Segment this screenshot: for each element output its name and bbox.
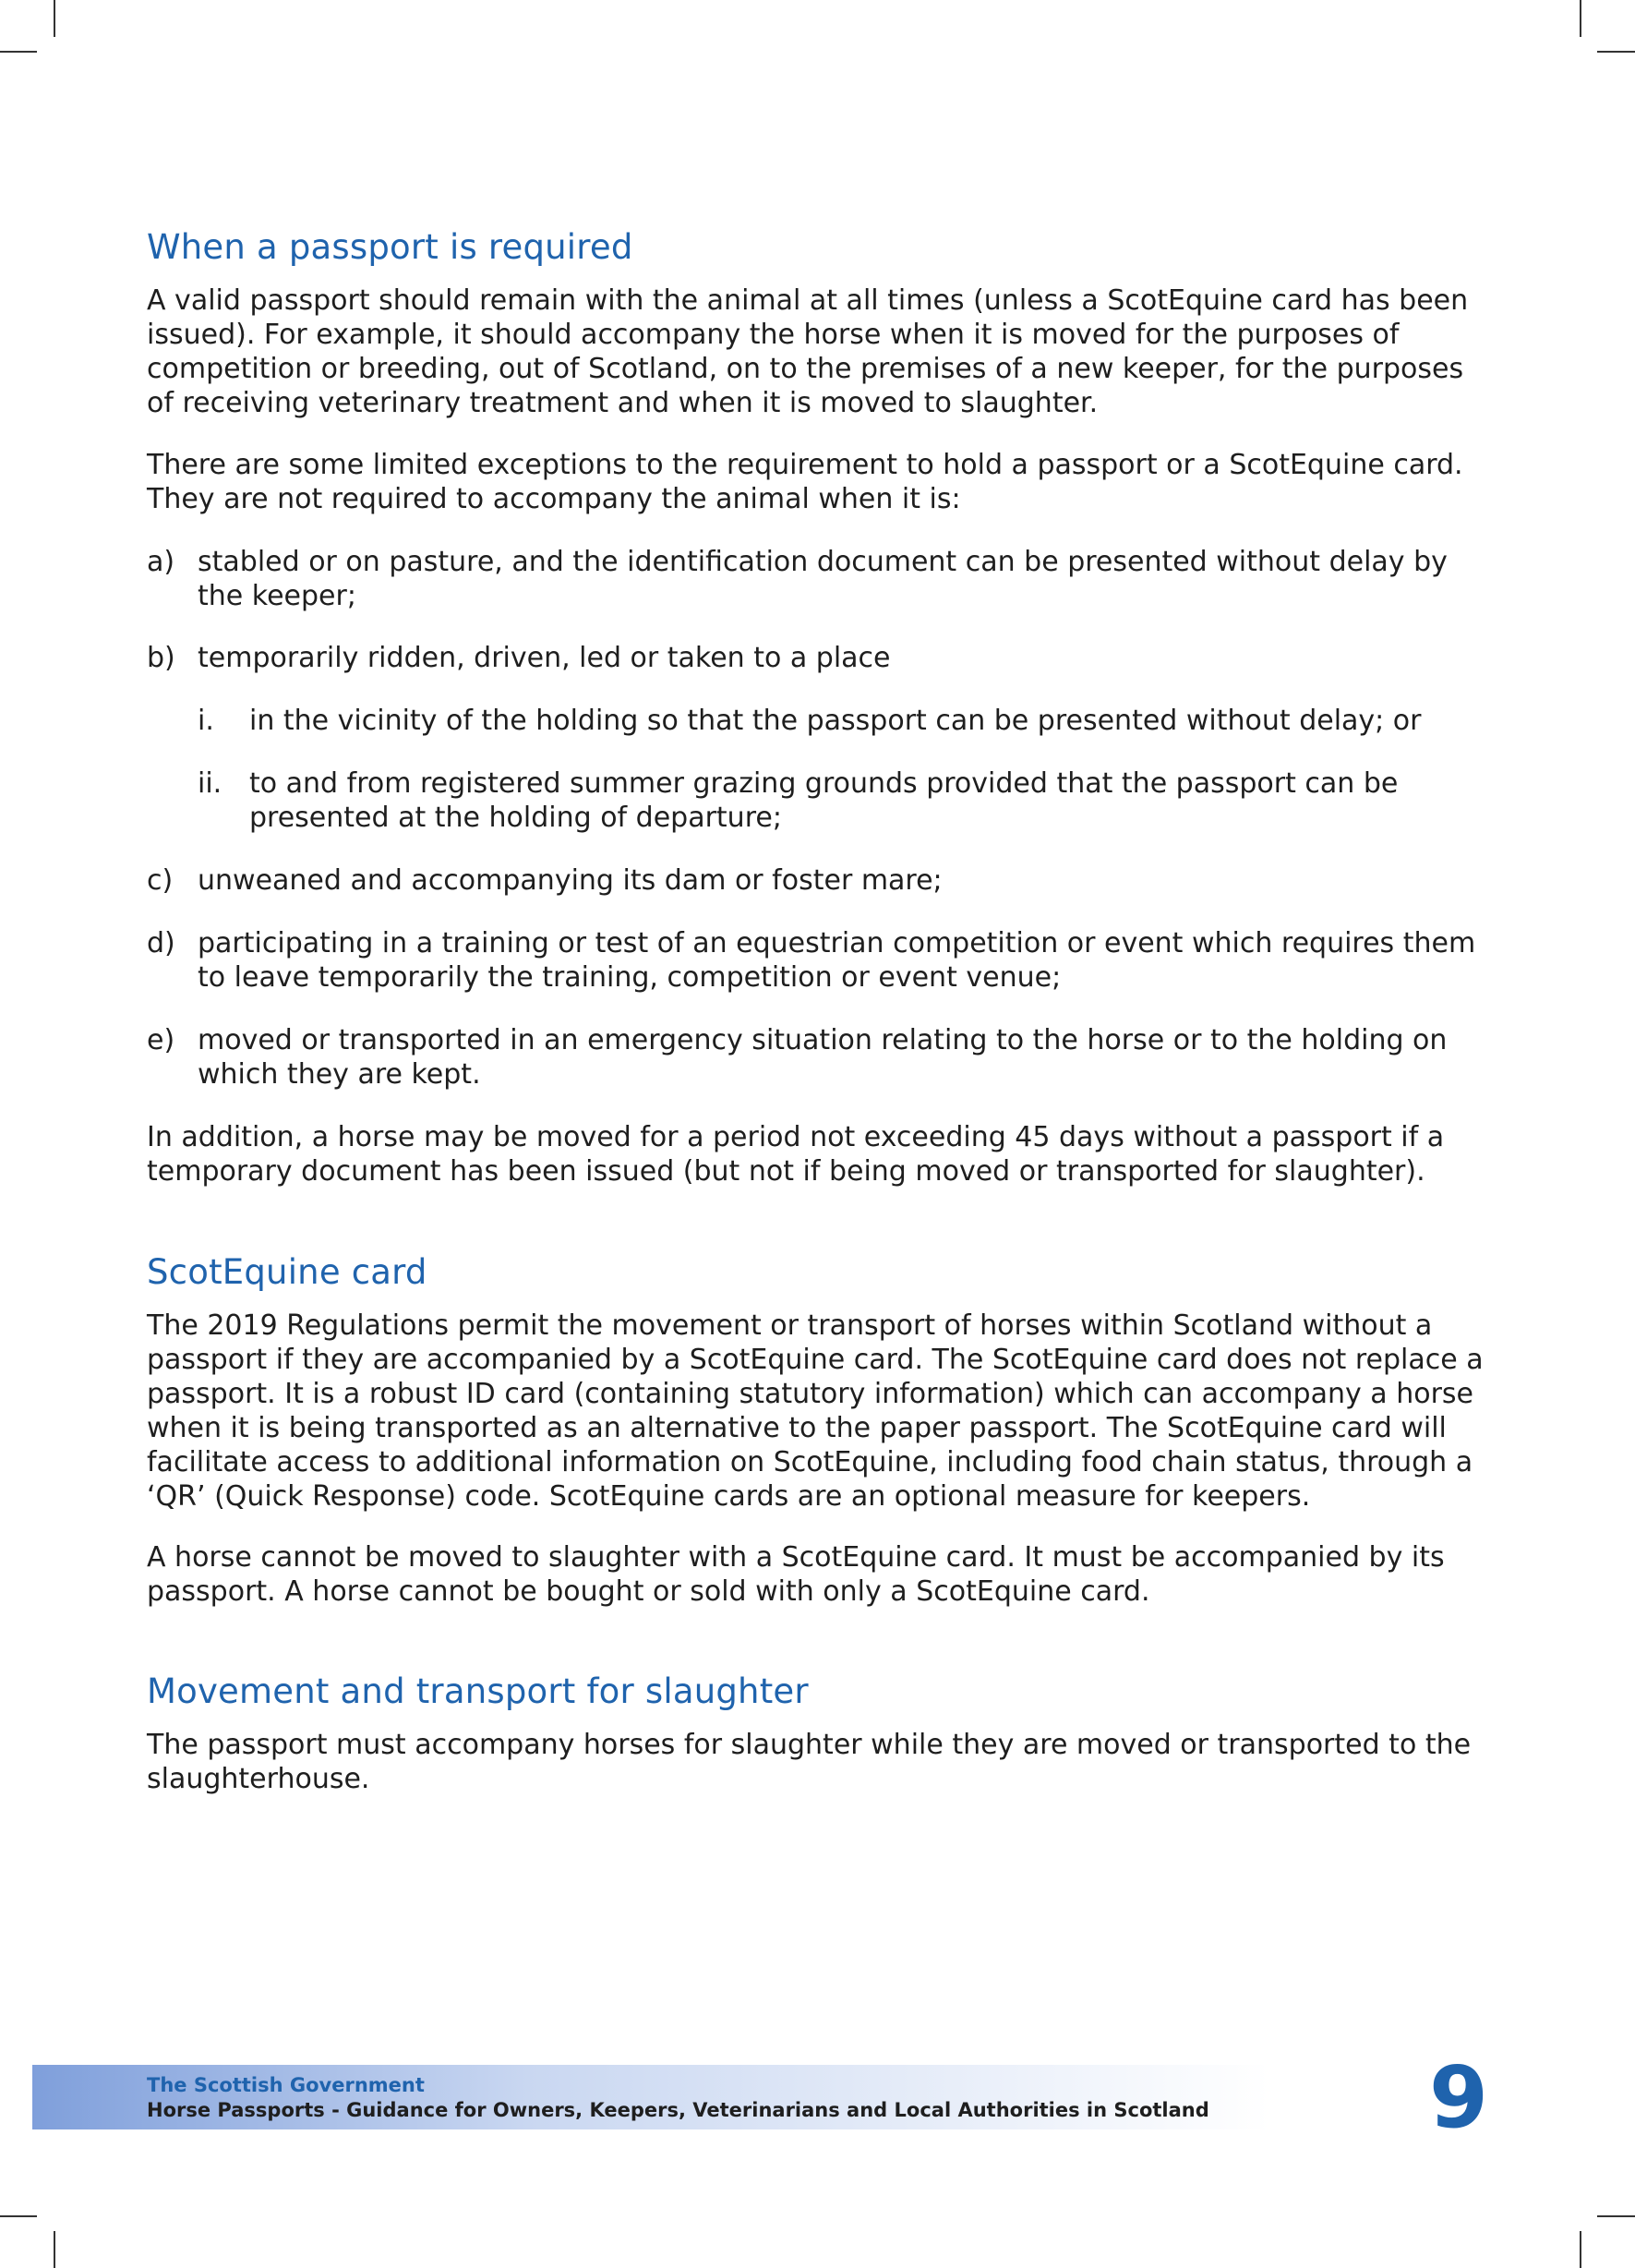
footer-document-title: Horse Passports - Guidance for Owners, Keepers, Veterinarians and Local Authorities in Scotland — [147, 2099, 1209, 2121]
section-heading: Movement and transport for slaughter — [147, 1671, 809, 1711]
footer-organisation: The Scottish Government — [147, 2074, 425, 2096]
list-text: participating in a training or test of an equestrian competition or event which requires them to leave temporarily the training, competition or event venue; — [198, 927, 1476, 994]
section-heading: When a passport is required — [147, 227, 633, 267]
crop-mark — [1597, 51, 1635, 53]
list-item — [147, 641, 1485, 675]
page-number: 9 — [1429, 2048, 1489, 2147]
paragraph: A valid passport should remain with the animal at all times (unless a ScotEquine card has been issued). For example, it should accompany the horse when it is moved for the purposes of competition or breeding, out of Scotland, on to the premises of a new keeper, for the purposes of receiving veterinary treatment and when it is moved to slaughter. — [147, 284, 1469, 419]
list-label: ii. — [198, 767, 222, 800]
paragraph: The 2019 Regulations permit the movement or transport of horses within Scotland without a passport if they are accompanied by a ScotEquine card. The ScotEquine card does not replace a passport. It is a robust ID card (containing statutory information) which can accompany a horse when it is being transported as an alternative to the paper passport. The ScotEquine card will facilitate access to additional information on ScotEquine, including food chain status, through a ‘QR’ (Quick Response) code. ScotEquine cards are an optional measure for keepers. — [147, 1309, 1484, 1513]
crop-mark — [1580, 2231, 1581, 2268]
list-subitem — [147, 766, 1485, 835]
list-label: e) — [147, 1024, 175, 1056]
list-label: b) — [147, 642, 175, 674]
list-item — [147, 1023, 1485, 1092]
list-text: stabled or on pasture, and the identification document can be presented without delay by the keeper; — [198, 546, 1448, 612]
paragraph: The passport must accompany horses for slaughter while they are moved or transported to the slaughterhouse. — [147, 1729, 1472, 1795]
list-label: i. — [198, 705, 214, 737]
crop-mark — [1597, 2215, 1635, 2217]
list-label: a) — [147, 546, 175, 578]
paragraph: In addition, a horse may be moved for a period not exceeding 45 days without a passport if a temporary document has been issued (but not if being moved or transported for slaughter). — [147, 1121, 1445, 1188]
list-item — [147, 863, 1485, 898]
paragraph: There are some limited exceptions to the requirement to hold a passport or a ScotEquine card. They are not required to accompany the animal when it is: — [147, 449, 1463, 515]
section-heading: ScotEquine card — [147, 1252, 427, 1292]
list-label: c) — [147, 864, 174, 897]
crop-mark — [54, 0, 55, 37]
list-text: temporarily ridden, driven, led or taken to a place — [198, 642, 891, 674]
list-text: unweaned and accompanying its dam or foster mare; — [198, 864, 943, 897]
crop-mark — [0, 51, 37, 53]
list-subitem — [147, 704, 1485, 738]
list-item — [147, 545, 1485, 613]
crop-mark — [0, 2215, 37, 2217]
paragraph: A horse cannot be moved to slaughter with a ScotEquine card. It must be accompanied by its passport. A horse cannot be bought or sold with only a ScotEquine card. — [147, 1541, 1445, 1608]
list-item — [147, 926, 1485, 995]
list-text: in the vicinity of the holding so that the passport can be presented without delay; or — [249, 705, 1422, 737]
list-label: d) — [147, 927, 175, 959]
list-text: to and from registered summer grazing grounds provided that the passport can be presented at the holding of departure; — [249, 767, 1399, 834]
crop-mark — [54, 2231, 55, 2268]
crop-mark — [1580, 0, 1581, 37]
list-text: moved or transported in an emergency situation relating to the horse or to the holding on which they are kept. — [198, 1024, 1448, 1091]
